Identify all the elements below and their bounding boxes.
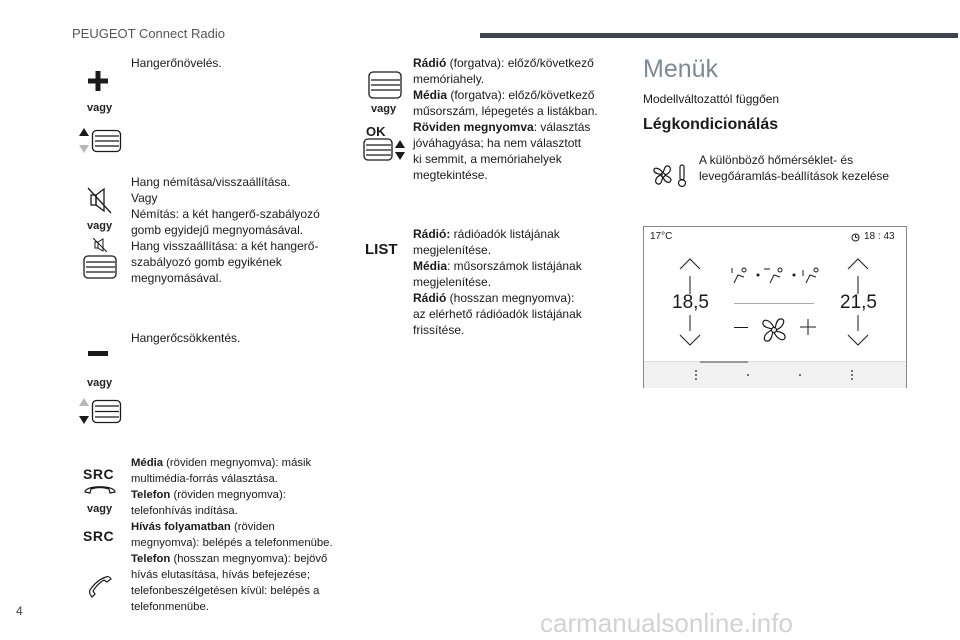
src-label: SRC [83,528,115,544]
ac-description: A különböző hőmérséklet- és levegőáramlás-beállítások kezelése [699,153,890,183]
plus-icon [87,70,109,92]
outside-temp: 17°C [650,231,673,242]
volume-down-text: Hangerőcsökkentés. [131,331,241,345]
ok-label: OK [366,124,386,139]
src-label: SRC [83,466,115,482]
thumbwheel-icon [79,128,123,154]
page-number: 4 [16,604,23,618]
fan-increase-button[interactable] [800,319,816,335]
right-temp: 21,5 [840,292,877,313]
thumbwheel-ok-icon [362,138,406,162]
header-title: PEUGEOT Connect Radio [72,26,225,41]
header-rule [480,33,958,38]
ac-heading: Légkondicionálás [643,116,779,133]
climate-screen [643,226,907,388]
mute-small-icon [93,238,107,252]
list-label: LIST [365,241,398,258]
minus-icon [87,350,109,358]
or-label: vagy [87,220,113,232]
list-description: Rádió: rádióadók listájának megjelenítése. Média: műsorszámok listájának megjelenítése. Rádió (hosszan megnyomva): az elérhető rádióadók listájának frissítése. [413,227,582,337]
thumbwheel-icon [79,398,123,426]
air-distribution-icon[interactable] [730,265,825,287]
thumbwheel-icon [367,70,403,100]
right-temp-down-button[interactable] [847,315,869,347]
menu-heading: Menük [643,55,719,83]
thumbwheel-icon [82,254,118,280]
left-temp-down-button[interactable] [679,315,701,347]
src-description: Média (röviden megnyomva): másik multimédia-forrás választása. Telefon (röviden megnyomva): telefonhívás indítása. Hívás folyamatban (röviden megnyomva): belépés a telefonmenübe. Telefon (hosszan megnyomva): bejövő hívás elutasítása, hívás befejezése; telefonbeszélgetésen kívül: belépés a telefonmenübe. [131,457,333,613]
climate-icon [650,161,690,189]
or-label: vagy [87,102,113,114]
mute-icon [87,187,113,215]
phone-hangup-icon [83,483,117,495]
clock-icon [851,233,860,242]
watermark: carmanualsonline.info [540,608,793,638]
page-indicator [700,361,748,363]
divider [734,303,814,304]
bottom-nav-icons[interactable] [692,369,862,381]
mute-description: Hang némítása/visszaállítása. Vagy Némítás: a két hangerő-szabályozó gomb egyidejű megnyomásával. Hang visszaállítása: a két hangerő- szabályozó gomb egyikének megnyomásával. [131,175,320,285]
clock: 18 : 43 [864,231,895,242]
fan-icon [759,315,789,345]
or-label: vagy [87,377,113,389]
volume-up-text: Hangerőnövelés. [131,56,222,70]
left-temp: 18,5 [672,292,709,313]
right-temp-up-button[interactable] [847,257,869,295]
or-label: vagy [87,503,113,515]
model-subtitle: Modellváltozattól függően [643,92,780,106]
phone-icon [88,575,112,599]
fan-decrease-button[interactable] [734,327,748,328]
rotate-description: Rádió (forgatva): előző/következő memóriahely. Média (forgatva): előző/következő műsorszám, lépegetés a listákban. Röviden megnyomva: választás jóváhagyása; ha nem választott ki semmit, a memóriahelyek megtekintése. [413,56,598,182]
left-temp-up-button[interactable] [679,257,701,295]
or-label: vagy [371,103,397,115]
